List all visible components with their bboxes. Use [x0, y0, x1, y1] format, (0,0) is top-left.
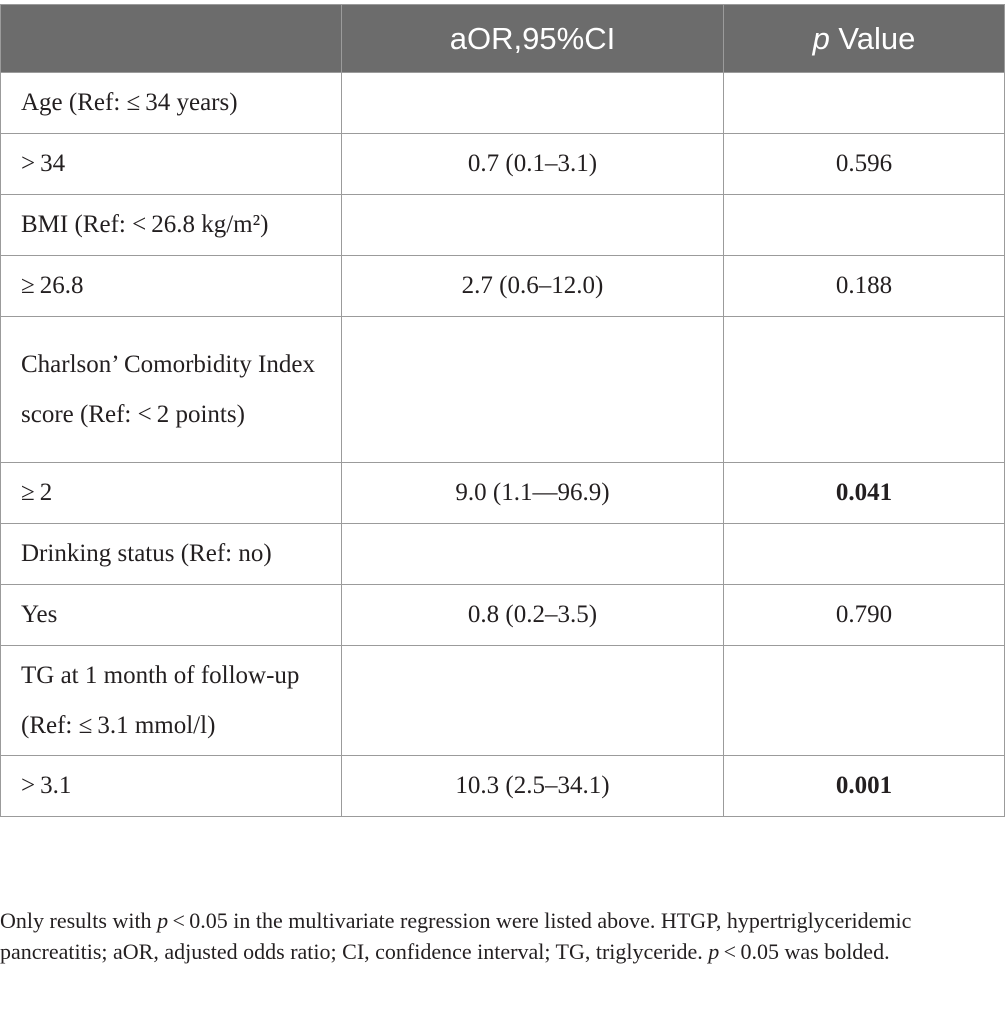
row-aor — [342, 195, 724, 256]
row-aor: 9.0 (1.1—96.9) — [342, 463, 724, 524]
row-p-value — [724, 317, 1005, 463]
header-blank-cell — [1, 5, 342, 73]
row-aor — [342, 73, 724, 134]
row-aor — [342, 317, 724, 463]
header-aor: aOR,95%CI — [342, 5, 724, 73]
row-label: Charlson’ Comorbidity Index score (Ref: < 2 points) — [1, 317, 342, 463]
row-aor: 2.7 (0.6–12.0) — [342, 256, 724, 317]
footnote-text-3: < 0.05 was bolded. — [719, 939, 890, 964]
row-label: TG at 1 month of follow-up (Ref: ≤ 3.1 mmol/l) — [1, 646, 342, 756]
footnote-text-1: Only results with — [0, 908, 158, 933]
row-p-value: 0.790 — [724, 585, 1005, 646]
row-aor: 10.3 (2.5–34.1) — [342, 756, 724, 817]
row-label: > 3.1 — [1, 756, 342, 817]
footnote-p-1: p — [157, 908, 169, 933]
table-row — [1, 195, 1005, 256]
row-aor: 0.8 (0.2–3.5) — [342, 585, 724, 646]
row-p-value — [724, 195, 1005, 256]
results-table-container — [0, 4, 1005, 817]
table-footnote — [0, 905, 960, 967]
row-aor: 0.7 (0.1–3.1) — [342, 134, 724, 195]
row-p-value: 0.188 — [724, 256, 1005, 317]
row-label: BMI (Ref: < 26.8 kg/m²) — [1, 195, 342, 256]
row-p-value — [724, 73, 1005, 134]
table-row — [1, 756, 1005, 817]
row-aor — [342, 524, 724, 585]
table-row — [1, 646, 1005, 756]
row-label: Drinking status (Ref: no) — [1, 524, 342, 585]
row-p-value: 0.596 — [724, 134, 1005, 195]
table-row — [1, 463, 1005, 524]
footnote-text-2: < 0.05 in the multivariate regression were listed above. HTGP, hypertriglyceridemic pancreatitis; aOR, adjusted odds ratio; CI, confidence interval; TG, triglyceride. — [0, 908, 912, 964]
table-header-row — [1, 5, 1005, 73]
row-label: ≥ 26.8 — [1, 256, 342, 317]
table-row — [1, 256, 1005, 317]
table-row — [1, 585, 1005, 646]
results-table — [0, 4, 1005, 817]
row-p-value: 0.041 — [724, 463, 1005, 524]
table-row — [1, 317, 1005, 463]
row-label: Yes — [1, 585, 342, 646]
row-p-value — [724, 646, 1005, 756]
table-row — [1, 524, 1005, 585]
row-label: > 34 — [1, 134, 342, 195]
table-body — [1, 73, 1005, 817]
table-row — [1, 73, 1005, 134]
header-p-rest: Value — [829, 20, 916, 56]
row-label: ≥ 2 — [1, 463, 342, 524]
table-row — [1, 134, 1005, 195]
header-p-italic: p — [812, 20, 830, 56]
footnote-p-2: p — [708, 939, 720, 964]
row-p-value — [724, 524, 1005, 585]
header-p-value — [724, 5, 1005, 73]
row-aor — [342, 646, 724, 756]
row-label: Age (Ref: ≤ 34 years) — [1, 73, 342, 134]
row-p-value: 0.001 — [724, 756, 1005, 817]
